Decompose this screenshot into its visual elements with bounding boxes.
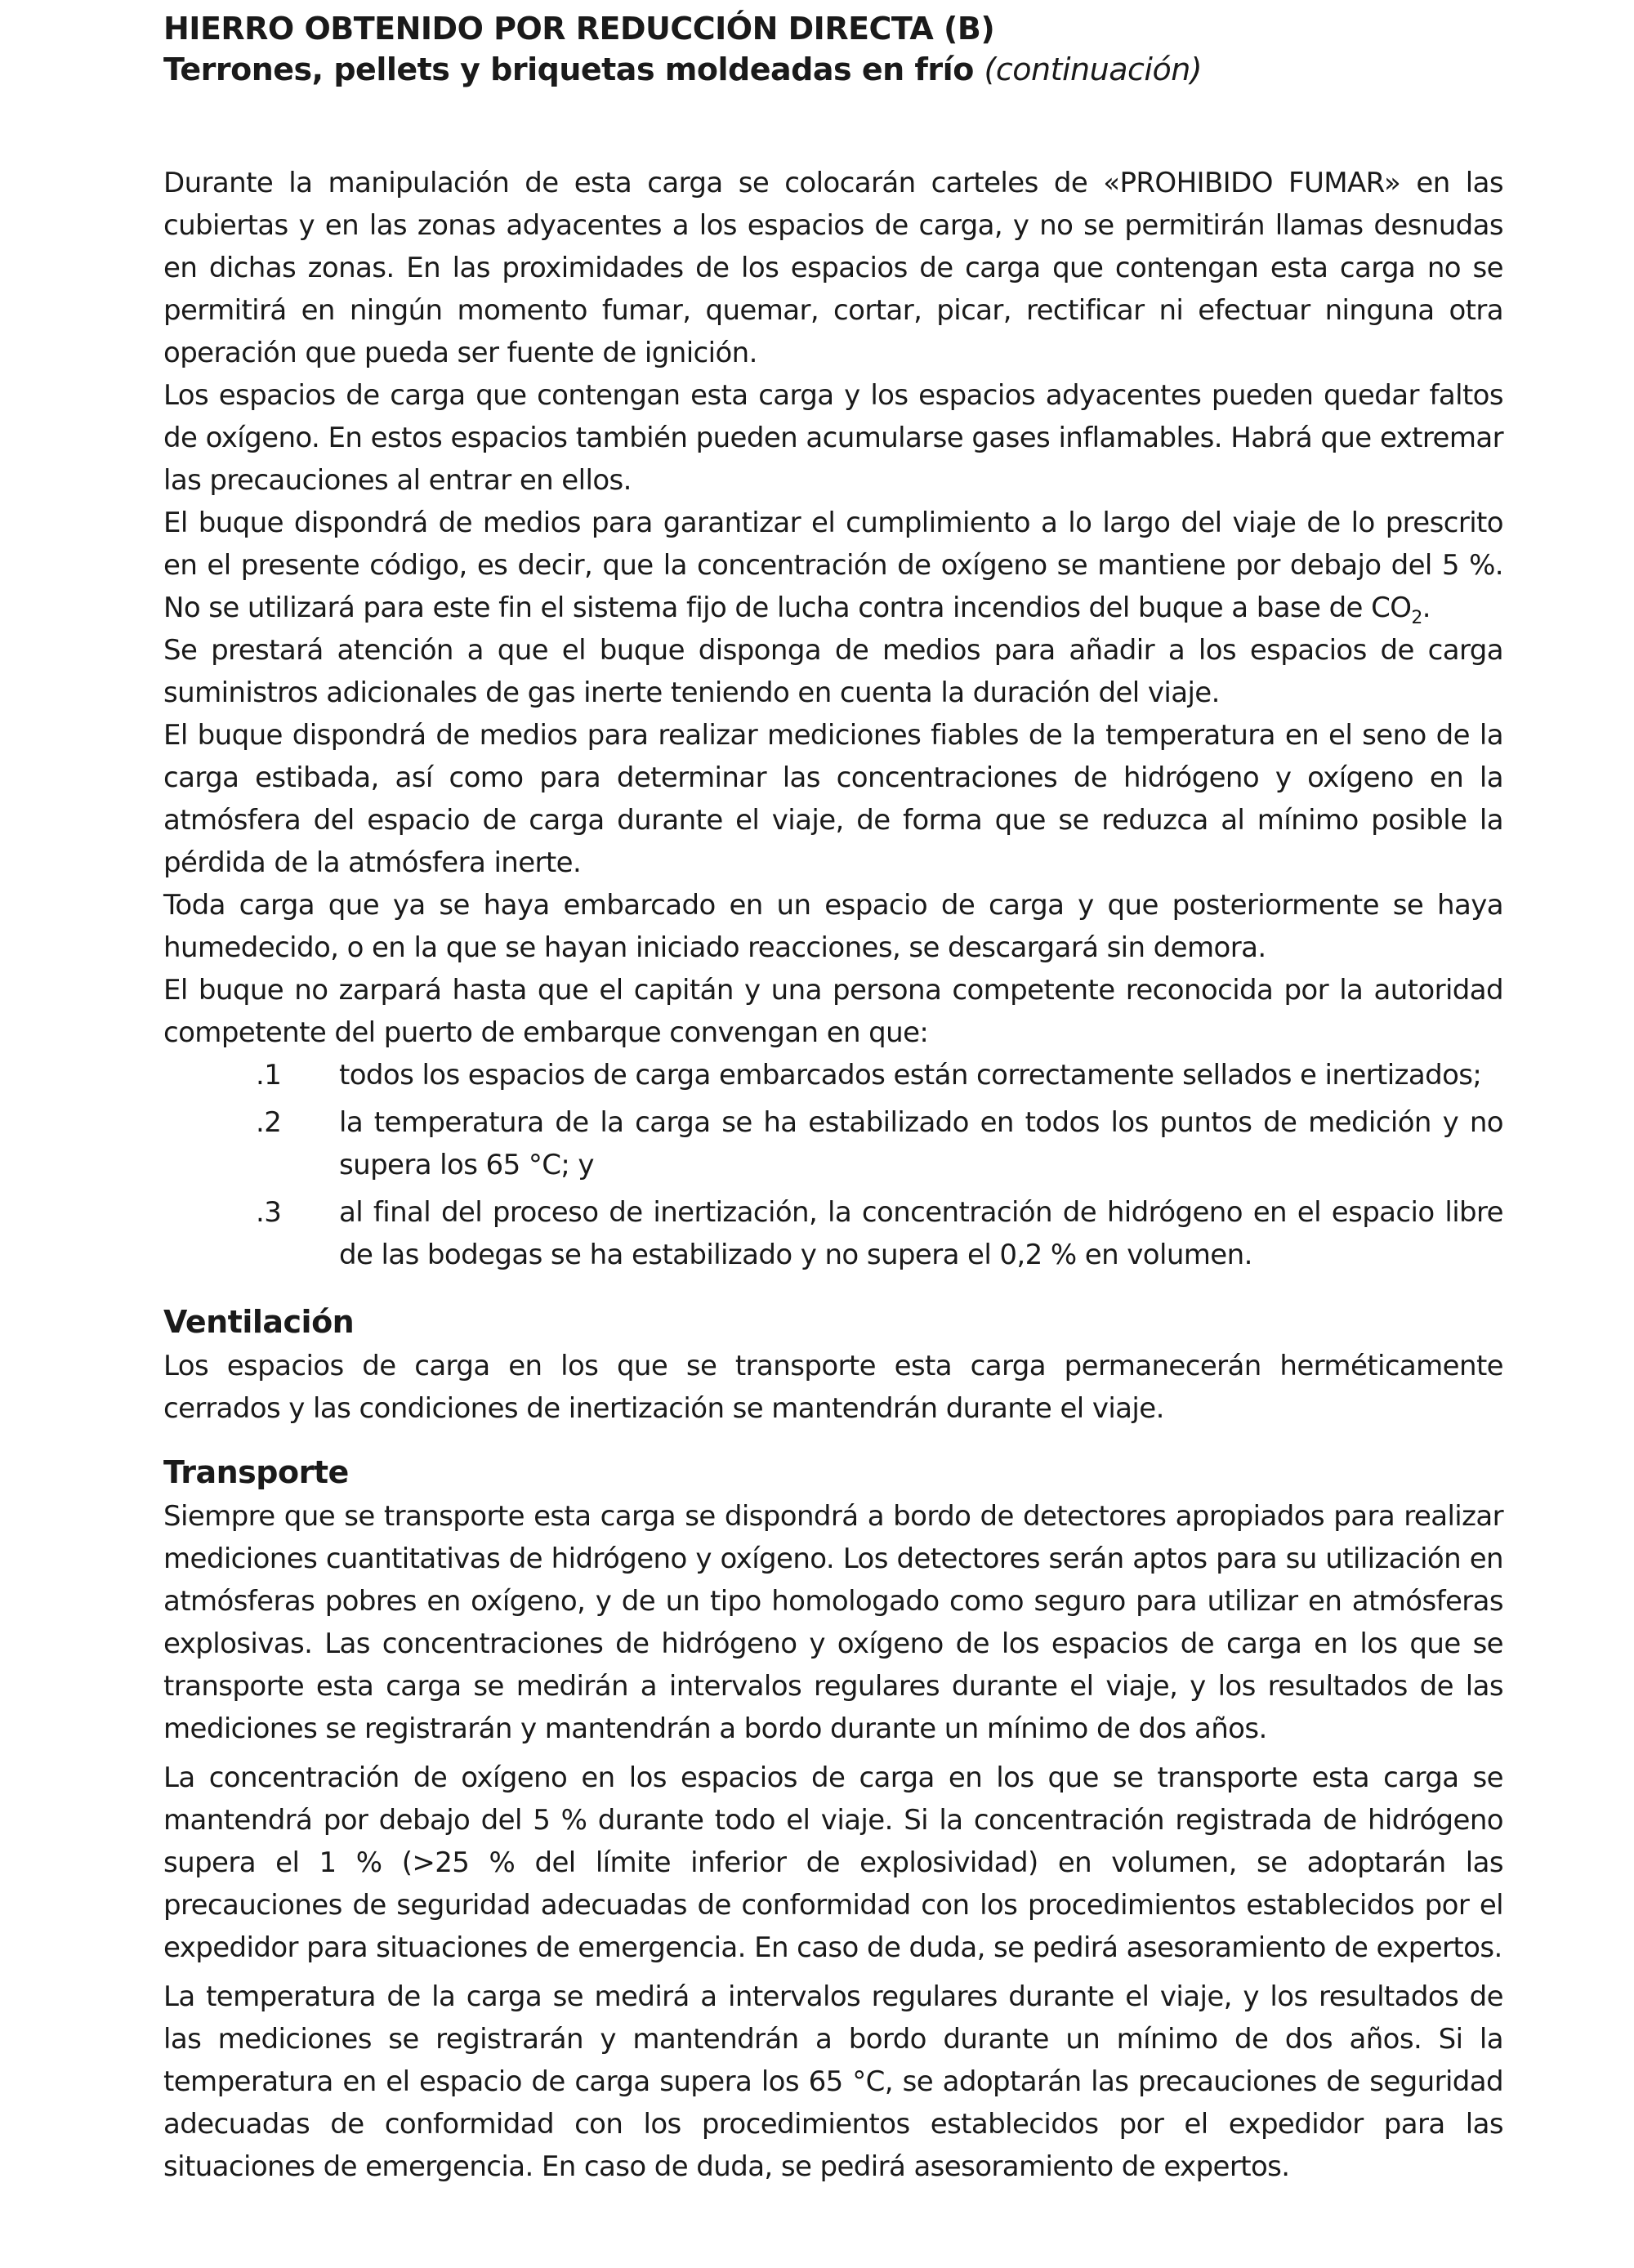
list-item-number: .3 [256,1196,282,1229]
page-title: HIERRO OBTENIDO POR REDUCCIÓN DIRECTA (B) [163,11,995,47]
document-page [163,0,1503,2188]
paragraph-oxygen-deficiency: Los espacios de carga que contengan esta carga y los espacios adyacentes pueden quedar faltos de oxígeno. En estos espacios también pueden acumularse gases inflamables. Habrá que extremar las precauciones al entrar en ellos. [163,379,1503,497]
section-heading-transporte: Transporte [163,1454,349,1490]
paragraph-wet-cargo: Toda carga que ya se haya embarcado en un espacio de carga y que posteriormente se haya humedecido, o en la que se hayan iniciado reacciones, se descargará sin demora. [163,889,1503,964]
list-item-text: la temperatura de la carga se ha estabilizado en todos los puntos de medición y no supera los 65 °C; y [339,1106,1503,1181]
paragraph-oxygen-concentration [163,502,1503,629]
section-heading-ventilacion: Ventilación [163,1304,355,1340]
paragraph-inert-gas: Se prestará atención a que el buque disponga de medios para añadir a los espacios de carga suministros adicionales de gas inerte teniendo en cuenta la duración del viaje. [163,634,1503,709]
list-item-number: .2 [256,1106,282,1139]
paragraph-oxygen-end: . [1422,592,1431,624]
paragraph-detectors: Siempre que se transporte esta carga se dispondrá a bordo de detectores apropiados para realizar mediciones cuantitativas de hidrógeno y oxígeno. Los detectores serán aptos para su utilización en atmósferas pobres en oxígeno, y de un tipo homologado como seguro para utilizar en atmósferas explosivas. Las concentraciones de hidrógeno y oxígeno de los espacios de carga en los que se transporte esta carga se medirán a intervalos regulares durante el viaje, y los resultados de las mediciones se registrarán y mantendrán a bordo durante un mínimo de dos años. [163,1500,1503,1745]
list-item-number: .1 [256,1059,282,1092]
paragraph-ventilacion: Los espacios de carga en los que se transporte esta carga permanecerán herméticamente cerrados y las condiciones de inertización se mantendrán durante el viaje. [163,1350,1503,1425]
subtitle-continuation: (continuación) [984,51,1203,87]
paragraph-measurements: El buque dispondrá de medios para realizar mediciones fiables de la temperatura en el seno de la carga estibada, así como para determinar las concentraciones de hidrógeno y oxígeno en la atmósfera del espacio de carga durante el viaje, de forma que se reduzca al mínimo posible la pérdida de la atmósfera inerte. [163,719,1503,879]
paragraph-smoking-notice: Durante la manipulación de esta carga se colocarán carteles de «PROHIBIDO FUMAR» en las cubiertas y en las zonas adyacentes a los espacios de carga, y no se permitirán llamas desnudas en dichas zonas. En las proximidades de los espacios de carga que contengan esta carga no se permitirá en ningún momento fumar, quemar, cortar, picar, rectificar ni efectuar ninguna otra operación que pueda ser fuente de ignición. [163,167,1503,369]
list-item-text: todos los espacios de carga embarcados están correctamente sellados e inertizados; [339,1059,1482,1092]
co2-subscript: 2 [1411,607,1422,628]
main-body [163,162,1503,2188]
list-item [163,1191,1503,1276]
paragraph-oxygen-text: El buque dispondrá de medios para garantizar el cumplimiento a lo largo del viaje de lo prescrito en el presente código, es decir, que la concentración de oxígeno se mantiene por debajo del 5 %. No se utilizará para este fin el sistema fijo de lucha contra incendios del buque a base de CO [163,507,1503,624]
subtitle-text: Terrones, pellets y briquetas moldeadas en frío [163,51,974,87]
paragraph-departure-conditions: El buque no zarpará hasta que el capitán y una persona competente reconocida por la autoridad competente del puerto de embarque convengan en que: [163,974,1503,1049]
page-subtitle [163,49,1503,90]
list-item-text: al final del proceso de inertización, la concentración de hidrógeno en el espacio libre de las bodegas se ha estabilizado y no supera el 0,2 % en volumen. [339,1196,1503,1271]
list-item [163,1054,1503,1096]
paragraph-temperature: La temperatura de la carga se medirá a intervalos regulares durante el viaje, y los resultados de las mediciones se registrarán y mantendrán a bordo durante un mínimo de dos años. Si la temperatura en el espacio de carga supera los 65 °C, se adoptarán las precauciones de seguridad adecuadas de conformidad con los procedimientos establecidos por el expedidor para las situaciones de emergencia. En caso de duda, se pedirá asesoramiento de expertos. [163,1980,1503,2183]
paragraph-oxygen-limit: La concentración de oxígeno en los espacios de carga en los que se transporte esta carga se mantendrá por debajo del 5 % durante todo el viaje. Si la concentración registrada de hidrógeno supera el 1 % (>25 % del límite inferior de explosividad) en volumen, se adoptarán las precauciones de seguridad adecuadas de conformidad con los procedimientos establecidos por el expedidor para situaciones de emergencia. En caso de duda, se pedirá asesoramiento de expertos. [163,1761,1503,1964]
conditions-list [163,1054,1503,1276]
list-item [163,1101,1503,1186]
